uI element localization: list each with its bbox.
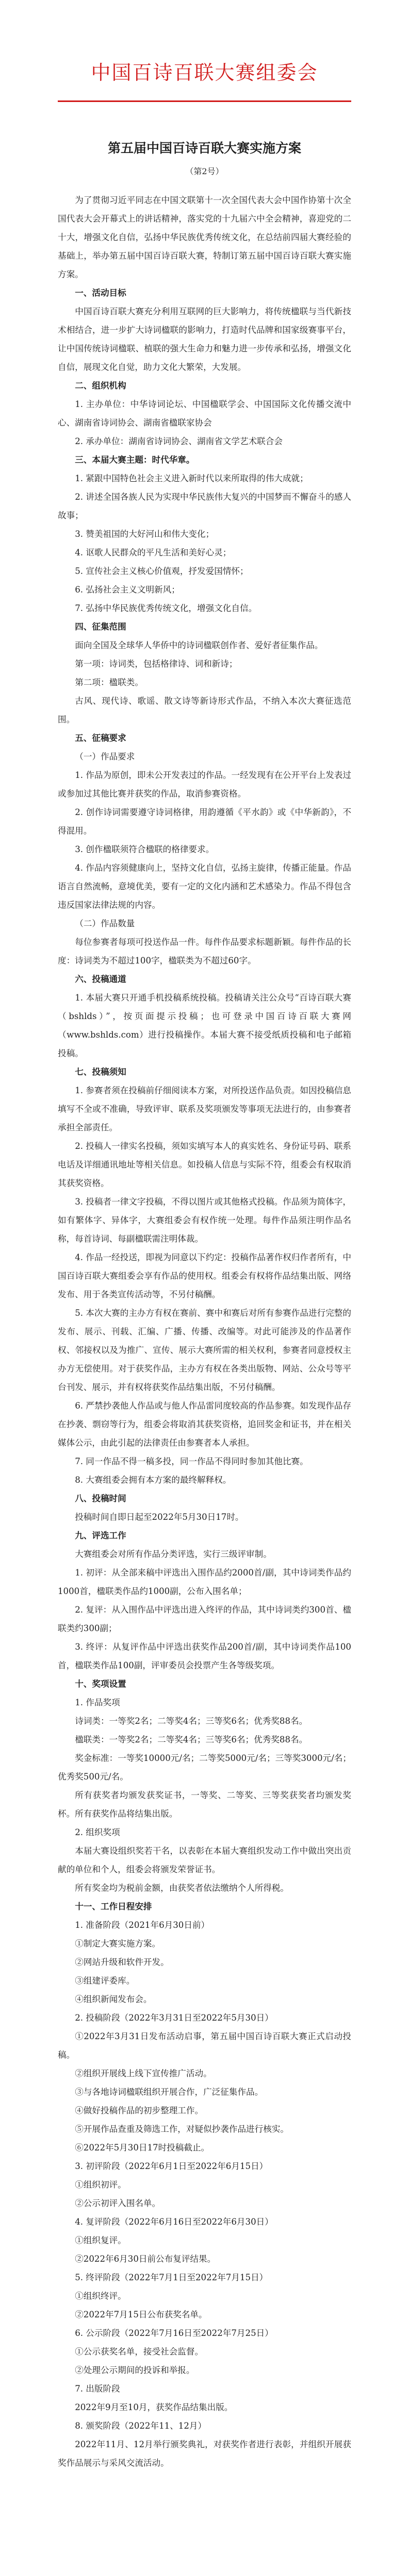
body-paragraph: 中国百诗百联大赛充分利用互联网的巨大影响力，将传统楹联与当代新技术相结合，进一步扩大诗词楹联的影响力，打造时代品牌和国家级赛事平台，让中国传统诗词楹联、植联的强大生命力和魅力进一步传承和弘扬，增强文化自信，展现文化自觉，助力文化大繁荣，大发展。 — [58, 307, 351, 372]
body-paragraph: 7. 弘扬中华民族优秀传统文化，增强文化自信。 — [75, 603, 257, 613]
document-title: 第五届中国百诗百联大赛实施方案 — [107, 141, 301, 156]
body-paragraph: ①2022年3月31日发布活动启事，第五届中国百诗百联大赛正式启动投稿。 — [58, 2031, 351, 2060]
body-paragraph: ②网站升级和软件开发。 — [75, 1957, 169, 1967]
body-paragraph: 2. 承办单位：湖南省诗词协会、湖南省文学艺术联合会 — [75, 436, 283, 446]
body-paragraph: 1. 紧跟中国特色社会主义进入新时代以来所取得的伟大成就； — [75, 473, 308, 483]
body-paragraph: ②公示初评入围名单。 — [75, 2198, 161, 2208]
body-paragraph: 第二项：楹联类。 — [75, 677, 143, 687]
body-paragraph: 面向全国及全球华人华侨中的诗词楹联创作者、爱好者征集作品。 — [75, 640, 323, 650]
section-heading: 四、征集范围 — [75, 622, 126, 632]
body-paragraph: 6. 公示阶段（2022年7月16日至2022年7月25日） — [75, 2328, 273, 2338]
body-paragraph: 奖金标准：一等奖10000元/名；二等奖5000元/名；三等奖3000元/名；优秀奖500元/名。 — [58, 1753, 351, 1782]
body-paragraph: 古风、现代诗、歌谣、散文诗等新诗形式作品，不纳入本次大赛征选范围。 — [58, 696, 351, 724]
body-paragraph: 5. 宣传社会主义核心价值观，抒发爱国情怀； — [75, 566, 249, 576]
body-paragraph: ⑤开展作品查重及筛选工作，对疑似抄袭作品进行核实。 — [75, 2124, 289, 2134]
body-paragraph: 8. 大赛组委会拥有本方案的最终解释权。 — [75, 1475, 232, 1485]
document-number: （第2号） — [185, 166, 224, 176]
body-paragraph: 所有获奖者均颁发获奖证书，一等奖、二等奖、三等奖获奖者均颁发奖杯。所有获奖作品将结集出版。 — [58, 1790, 351, 1819]
section-heading: 五、征稿要求 — [75, 733, 126, 743]
body-paragraph: 6. 弘扬社会主义文明新风； — [75, 585, 180, 595]
body-paragraph: 4. 复评阶段（2022年6月16日至2022年6月30日） — [75, 2217, 273, 2227]
body-paragraph: ②2022年7月15日公布获奖名单。 — [75, 2310, 207, 2319]
issuing-org-header: 中国百诗百联大赛组委会 — [91, 61, 318, 84]
body-paragraph: 3. 初评阶段（2022年6月1日至2022年6月15日） — [75, 2161, 268, 2171]
section-heading: 一、活动目标 — [75, 288, 126, 298]
body-paragraph: 4. 讴歌人民群众的平凡生活和美好心灵； — [75, 548, 232, 557]
body-paragraph: 4. 作品内容须健康向上，坚持文化自信，弘扬主旋律，传播正能量。作品语言自然流畅，意境优美，要有一定的文化内涵和艺术感染力。作品不得包含违反国家法律法规的内容。 — [58, 863, 351, 910]
body-paragraph: 7. 同一作品不得一稿多投，同一作品不得同时参加其他比赛。 — [75, 1456, 308, 1466]
body-paragraph: ④组织新闻发布会。 — [75, 1994, 152, 2004]
body-paragraph: 投稿时间自即日起至2022年5月30日17时。 — [75, 1512, 244, 1522]
section-heading: 六、投稿通道 — [75, 974, 126, 984]
body-paragraph: 2022年11月、12月举行颁奖典礼，对获奖作者进行表彰，并组织开展获奖作品展示与采风交流活动。 — [58, 2439, 351, 2468]
body-paragraph: ①组织终评。 — [75, 2291, 126, 2301]
body-paragraph: 2. 讲述全国各族人民为实现中华民族伟大复兴的中国梦而不懈奋斗的感人故事； — [58, 492, 351, 520]
section-heading: 三、本届大赛主题：时代华章。 — [75, 455, 195, 465]
body-paragraph: ②2022年6月30日前公布复评结果。 — [75, 2254, 216, 2264]
red-header-rule — [58, 100, 351, 102]
body-paragraph: 8. 颁奖阶段（2022年11、12月） — [75, 2421, 207, 2431]
body-paragraph: 1. 初评：从全部来稿中评选出入围作品约2000首/副，其中诗词类作品约1000首，楹联类作品约1000副，公布入围名单； — [58, 1568, 351, 1596]
body-paragraph: 大赛组委会对所有作品分类评选，实行三级评审制。 — [75, 1549, 272, 1559]
section-heading: 七、投稿须知 — [75, 1067, 126, 1077]
body-paragraph: 为了贯彻习近平同志在中国文联第十一次全国代表大会中国作协第十次全国代表大会开幕式上的讲话精神，落实党的十九届六中全会精神，喜迎党的二十大，增强文化自信，弘扬中华民族优秀传统文化，在总结前四届大赛经验的基础上，举办第五届中国百诗百联大赛，特制订第五届中国百诗百联大赛实施方案。 — [58, 195, 351, 279]
body-paragraph: ①公示获奖名单，接受社会监督。 — [75, 2347, 204, 2357]
body-paragraph: 楹联类：一等奖2名；二等奖4名；三等奖6名；优秀奖88名。 — [75, 1735, 308, 1744]
body-paragraph: 5. 本次大赛的主办方有权在赛前、赛中和赛后对所有参赛作品进行完整的发布、展示、刊载、汇编、广播、传播、改编等。对此可能涉及的作品著作权、邻接权以及为推广、宣传、展示大赛所需的相关权利，参赛者同意授权主办方无偿使用。对于获奖作品，主办方有权在各类出版物、网站、公众号等平台刊发、展示，并有权将获奖作品结集出版，不另付稿酬。 — [58, 1308, 351, 1392]
body-paragraph: 诗词类：一等奖2名；二等奖4名；三等奖6名；优秀奖88名。 — [75, 1716, 308, 1726]
body-paragraph: 3. 赞美祖国的大好河山和伟大变化； — [75, 529, 215, 539]
body-paragraph: 2022年9月至10月，获奖作品结集出版。 — [75, 2402, 233, 2412]
body-paragraph: 2. 投稿阶段（2022年3月31日至2022年5月30日） — [75, 2013, 273, 2023]
section-heading: 九、评选工作 — [75, 1531, 126, 1540]
document-body — [58, 191, 351, 2472]
body-paragraph: 3. 终评：从复评作品中评选出获奖作品200首/副，其中诗词类作品100首，楹联类作品100副，评审委员会投票产生各等级奖项。 — [58, 1642, 351, 1670]
section-heading: 十一、工作日程安排 — [75, 1902, 152, 1911]
body-paragraph: 6. 严禁抄袭他人作品或与他人作品雷同度较高的作品参赛。如发现作品存在抄袭、剽窃等行为，组委会将取消其获奖资格，追回奖金和证书，并在相关媒体公示，由此引起的法律责任由参赛者本人承担。 — [58, 1401, 351, 1448]
section-heading: 二、组织机构 — [75, 381, 126, 391]
body-paragraph: 3. 投稿者一律文字投稿，不得以图片或其他格式投稿。作品须为简体字，如有繁体字、异体字，大赛组委会有权作统一处理。每件作品须注明作品名称，每首诗词、每副楹联需注明体裁。 — [58, 1197, 351, 1244]
body-paragraph: 2. 投稿人一律实名投稿，须如实填写本人的真实姓名、身份证号码、联系电话及详细通讯地址等相关信息。如投稿人信息与实际不符，组委会有权取消其获奖资格。 — [58, 1141, 351, 1188]
body-paragraph: 1. 作品奖项 — [75, 1698, 120, 1707]
body-paragraph: ②组织开展线上线下宣传推广活动。 — [75, 2069, 212, 2078]
body-paragraph: ①制定大赛实施方案。 — [75, 1939, 161, 1948]
body-paragraph: 1. 主办单位：中华诗词论坛、中国楹联学会、中国国际文化传播交流中心、湖南省诗词协会、湖南省楹联家协会 — [58, 399, 351, 428]
body-paragraph: 3. 创作楹联须符合楹联的格律要求。 — [75, 844, 215, 854]
body-paragraph: 2. 复评：从入围作品中评选出进入终评的作品，其中诗词类约300首、楹联类约300副； — [58, 1605, 351, 1633]
body-paragraph: ③组建评委库。 — [75, 1976, 135, 1986]
section-heading: 八、投稿时间 — [75, 1494, 126, 1503]
body-paragraph: ④做好投稿作品的初步整理工作。 — [75, 2106, 204, 2115]
body-paragraph: 4. 作品一经投送，即视为同意以下约定：投稿作品著作权归作者所有，中国百诗百联大赛组委会享有作品的使用权。组委会有权将作品结集出版、网络发布、用于各类宣传活动等，不另付稿酬。 — [58, 1252, 351, 1299]
body-paragraph: 5. 终评阶段（2022年7月1日至2022年7月15日） — [75, 2273, 268, 2282]
body-paragraph: ③与各地诗词楹联组织开展合作，广泛征集作品。 — [75, 2087, 264, 2097]
body-paragraph: 2. 组织奖项 — [75, 1827, 120, 1837]
body-paragraph: 7. 出版阶段 — [75, 2384, 120, 2394]
body-paragraph: ②处理公示期间的投诉和举报。 — [75, 2365, 195, 2375]
body-paragraph: ①组织初评。 — [75, 2180, 126, 2190]
body-paragraph: ①组织复评。 — [75, 2235, 126, 2245]
body-paragraph: 2. 创作诗词需要遵守诗词格律，用韵遵循《平水韵》或《中华新韵》，不得混用。 — [58, 807, 351, 836]
body-paragraph: 本届大赛设组织奖若干名，以表彰在本届大赛组织发动工作中做出突出贡献的单位和个人，组委会将颁发荣誉证书。 — [58, 1846, 351, 1874]
body-paragraph: 1. 参赛者须在投稿前仔细阅读本方案，对所投送作品负责。如因投稿信息填写不全或不准确，导致评审、联系及奖项颁发等事项无法进行的，由参赛者承担全部责任。 — [58, 1086, 351, 1132]
body-paragraph: 1. 本届大赛只开通手机投稿系统投稿。投稿请关注公众号“百诗百联大赛（bshlds）”，按页面提示投稿；也可登录中国百诗百联大赛网（www.bshlds.com）进行投稿操作。本届大赛不接受纸质投稿和电子邮箱投稿。 — [58, 993, 351, 1058]
body-paragraph: 1. 准备阶段（2021年6月30日前） — [75, 1920, 210, 1930]
section-heading: 十、奖项设置 — [75, 1679, 126, 1689]
body-paragraph: ⑥2022年5月30日17时投稿截止。 — [75, 2143, 210, 2153]
body-paragraph: 第一项：诗词类，包括格律诗、词和新诗； — [75, 659, 238, 669]
body-paragraph: 每位参赛者每项可投送作品一件。每件作品要求标题新颖。每件作品的长度：诗词类为不超过100字，楹联类为不超过60字。 — [58, 937, 351, 965]
body-paragraph: （二）作品数量 — [75, 919, 135, 928]
body-paragraph: 1. 作品为原创，即未公开发表过的作品。一经发现有在公开平台上发表过或参加过其他比赛并获奖的作品，取消参赛资格。 — [58, 770, 351, 799]
body-paragraph: （一）作品要求 — [75, 752, 135, 761]
body-paragraph: 所有奖金均为税前金额，由获奖者依法缴纳个人所得税。 — [75, 1883, 289, 1893]
